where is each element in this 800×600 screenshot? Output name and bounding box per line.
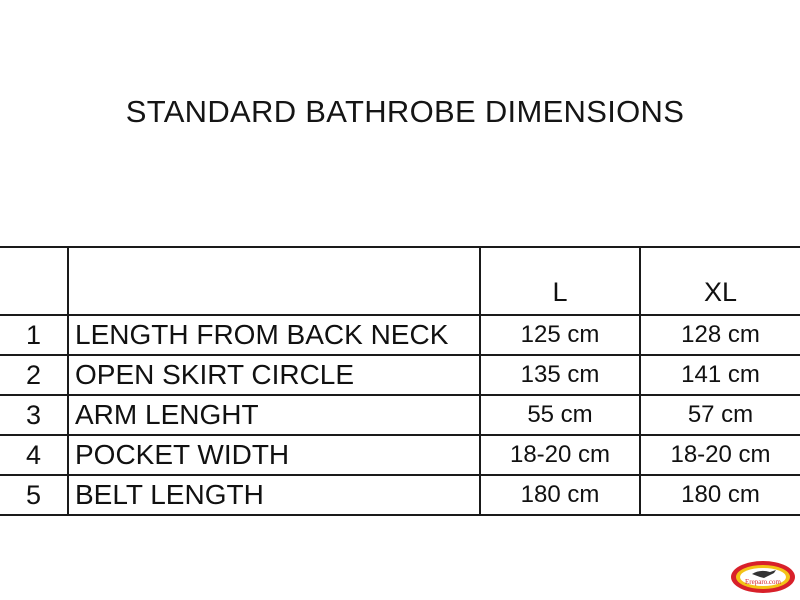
table-row xyxy=(0,315,800,355)
header-cell-xl: XL xyxy=(640,247,800,315)
row-value-xl: 180 cm xyxy=(640,475,800,515)
page-title: STANDARD BATHROBE DIMENSIONS xyxy=(125,94,685,129)
greyhound-logo-icon xyxy=(730,560,796,594)
row-label: ARM LENGHT xyxy=(68,395,480,435)
table-row xyxy=(0,475,800,515)
row-number: 3 xyxy=(0,395,68,435)
row-number: 1 xyxy=(0,315,68,355)
row-value-xl: 57 cm xyxy=(640,395,800,435)
row-value-l: 125 cm xyxy=(480,315,640,355)
row-label: BELT LENGTH xyxy=(68,475,480,515)
header-cell-number xyxy=(0,247,68,315)
row-value-l: 135 cm xyxy=(480,355,640,395)
row-value-l: 18-20 cm xyxy=(480,435,640,475)
dimensions-table xyxy=(0,246,800,516)
header-cell-label xyxy=(68,247,480,315)
logo-text: Ereparo.com xyxy=(745,578,781,586)
row-number: 5 xyxy=(0,475,68,515)
table-row xyxy=(0,435,800,475)
table-header-row xyxy=(0,247,800,315)
table-row xyxy=(0,395,800,435)
row-label: OPEN SKIRT CIRCLE xyxy=(68,355,480,395)
row-value-xl: 141 cm xyxy=(640,355,800,395)
row-label: POCKET WIDTH xyxy=(68,435,480,475)
row-label: LENGTH FROM BACK NECK xyxy=(68,315,480,355)
row-value-xl: 128 cm xyxy=(640,315,800,355)
row-value-l: 180 cm xyxy=(480,475,640,515)
row-value-l: 55 cm xyxy=(480,395,640,435)
table-row xyxy=(0,355,800,395)
row-value-xl: 18-20 cm xyxy=(640,435,800,475)
row-number: 4 xyxy=(0,435,68,475)
row-number: 2 xyxy=(0,355,68,395)
header-cell-l: L xyxy=(480,247,640,315)
